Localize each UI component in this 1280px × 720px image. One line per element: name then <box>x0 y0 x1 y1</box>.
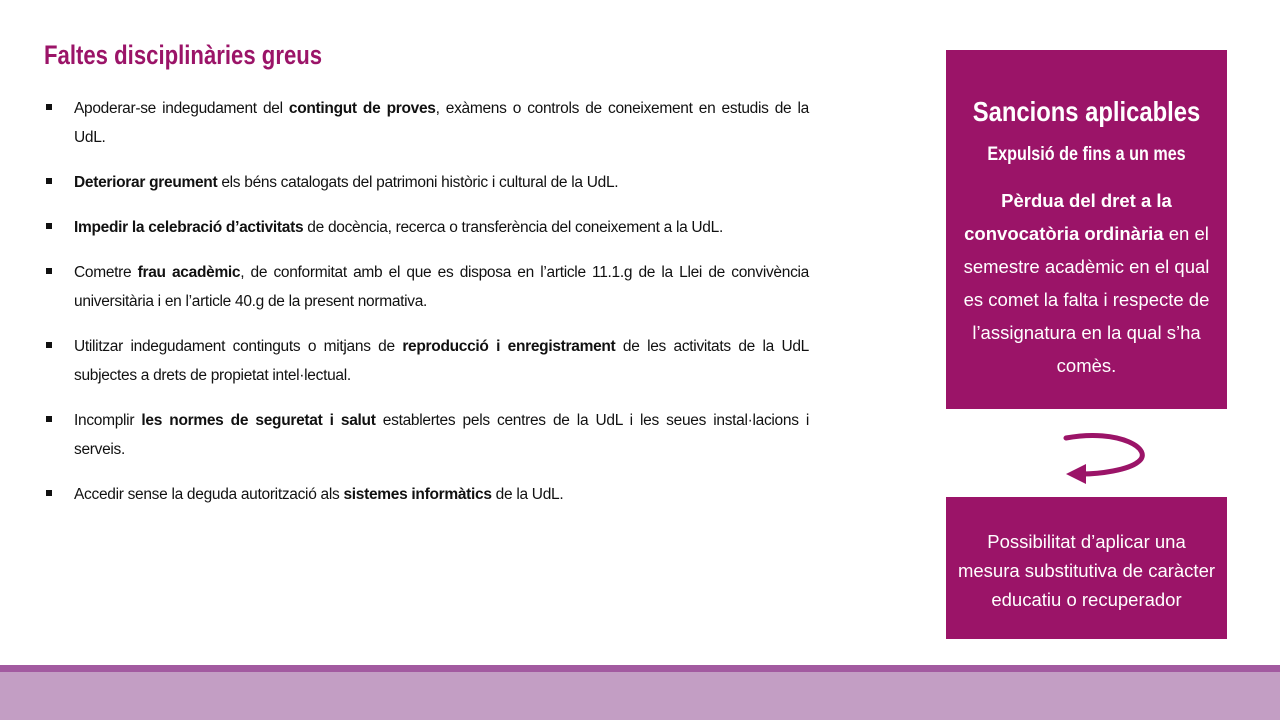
alternative-measure-text: Possibilitat d’aplicar una mesura substitutiva de caràcter educatiu o recuperador <box>957 531 1216 610</box>
list-item: Accedir sense la deguda autorització als sistemes informàtics de la UdL. <box>44 480 809 509</box>
list-item: Deteriorar greument els béns catalogats del patrimoni històric i cultural de la UdL. <box>44 168 809 197</box>
alternative-measure-box <box>946 497 1227 639</box>
sanction-loss-of-right: Pèrdua del dret a la convocatòria ordinària en el semestre acadèmic en el qual es comet la falta i respecte de l’assignatura en la qual s’ha comès. <box>963 190 1210 376</box>
list-item: Apoderar-se indegudament del contingut de proves, exàmens o controls de coneixement en estudis de la UdL. <box>44 94 809 152</box>
footer-line <box>0 665 1280 672</box>
square-bullet-icon <box>46 416 52 422</box>
square-bullet-icon <box>46 268 52 274</box>
sanctions-title: Sancions aplicables <box>972 96 1201 127</box>
curved-arrow-icon <box>1060 430 1150 486</box>
page-title: Faltes disciplinàries greus <box>44 40 323 70</box>
list-item: Impedir la celebració d’activitats de docència, recerca o transferència del coneixement a la UdL. <box>44 213 809 242</box>
square-bullet-icon <box>46 223 52 229</box>
square-bullet-icon <box>46 490 52 496</box>
sanctions-box <box>946 50 1227 409</box>
square-bullet-icon <box>46 178 52 184</box>
list-item: Utilitzar indegudament continguts o mitjans de reproducció i enregistrament de les activitats de la UdL subjectes a drets de propietat intel·lectual. <box>44 332 809 390</box>
square-bullet-icon <box>46 104 52 110</box>
sanction-expulsion: Expulsió de fins a un mes <box>987 144 1186 165</box>
square-bullet-icon <box>46 342 52 348</box>
footer-bar <box>0 672 1280 720</box>
list-item: Incomplir les normes de seguretat i salut establertes pels centres de la UdL i les seues instal·lacions i serveis. <box>44 406 809 464</box>
list-item: Cometre frau acadèmic, de conformitat amb el que es disposa en l’article 11.1.g de la Llei de convivència universitària i en l’article 40.g de la present normativa. <box>44 258 809 316</box>
faults-list <box>44 94 809 525</box>
